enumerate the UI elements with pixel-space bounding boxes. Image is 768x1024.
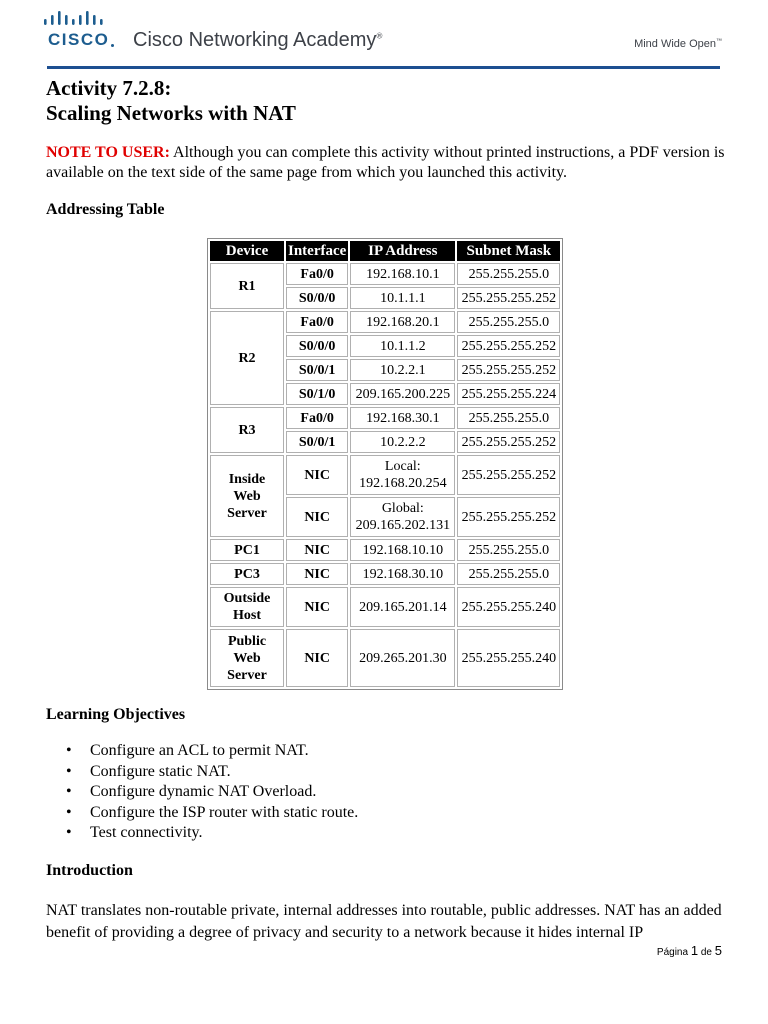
mask-cell: 255.255.255.0: [457, 407, 560, 429]
interface-cell: S0/0/1: [286, 359, 348, 381]
mask-cell: 255.255.255.0: [457, 263, 560, 285]
learning-objectives-heading: Learning Objectives: [46, 706, 186, 723]
note-label: NOTE TO USER:: [46, 144, 170, 161]
column-header: Device: [210, 241, 284, 261]
table-row: [210, 311, 560, 333]
interface-cell: S0/1/0: [286, 383, 348, 405]
device-cell: Inside Web Server: [210, 455, 284, 537]
note-text: Although you can complete this activity without printed instructions, a PDF version is available on the text side of the same page from which you launched this activity.: [46, 144, 725, 181]
interface-cell: NIC: [286, 563, 348, 585]
mask-cell: 255.255.255.252: [457, 455, 560, 495]
addressing-table-heading: Addressing Table: [46, 201, 165, 218]
interface-cell: Fa0/0: [286, 263, 348, 285]
mask-cell: 255.255.255.0: [457, 311, 560, 333]
interface-cell: S0/0/1: [286, 431, 348, 453]
column-header: Interface: [286, 241, 348, 261]
cisco-logo-icon: [44, 11, 114, 29]
table-row: [210, 455, 560, 495]
interface-cell: NIC: [286, 629, 348, 687]
ip-cell: 192.168.30.1: [350, 407, 455, 429]
tagline: Mind Wide Open™: [634, 38, 722, 50]
list-item: • Configure dynamic NAT Overload.: [66, 782, 358, 803]
list-item: • Configure static NAT.: [66, 762, 358, 783]
introduction-text: NAT translates non-routable private, internal addresses into routable, public addresses. NAT has an added benefit of providing a degree of privacy and security to a network because it hides internal IP: [46, 902, 722, 941]
header-rule: [47, 66, 720, 69]
ip-cell: 192.168.20.1: [350, 311, 455, 333]
table-row: [210, 587, 560, 627]
ip-cell: Global: 209.165.202.131: [350, 497, 455, 537]
ip-cell: 10.1.1.1: [350, 287, 455, 309]
table-row: [210, 629, 560, 687]
table-header-row: [210, 241, 560, 261]
ip-cell: 192.168.30.10: [350, 563, 455, 585]
list-item: • Configure an ACL to permit NAT.: [66, 741, 358, 762]
page-number: Página 1 de 5: [656, 943, 722, 958]
interface-cell: NIC: [286, 587, 348, 627]
interface-cell: Fa0/0: [286, 311, 348, 333]
mask-cell: 255.255.255.252: [457, 335, 560, 357]
wordmark-dot: [111, 44, 114, 47]
table-row: [210, 263, 560, 285]
device-cell: R3: [210, 407, 284, 453]
ip-cell: 192.168.10.10: [350, 539, 455, 561]
column-header: IP Address: [350, 241, 455, 261]
table-row: [210, 407, 560, 429]
device-cell: Public Web Server: [210, 629, 284, 687]
mask-cell: 255.255.255.252: [457, 359, 560, 381]
mask-cell: 255.255.255.240: [457, 587, 560, 627]
ip-cell: 209.265.201.30: [350, 629, 455, 687]
title-line-2: Scaling Networks with NAT: [46, 101, 296, 125]
device-cell: R2: [210, 311, 284, 405]
cisco-wordmark: CISCO: [48, 30, 110, 49]
ip-cell: 209.165.201.14: [350, 587, 455, 627]
list-item: • Test connectivity.: [66, 823, 358, 844]
mask-cell: 255.255.255.224: [457, 383, 560, 405]
ip-cell: Local: 192.168.20.254: [350, 455, 455, 495]
column-header: Subnet Mask: [457, 241, 560, 261]
ip-cell: 10.1.1.2: [350, 335, 455, 357]
mask-cell: 255.255.255.252: [457, 497, 560, 537]
interface-cell: Fa0/0: [286, 407, 348, 429]
objectives-list: [66, 741, 358, 844]
interface-cell: S0/0/0: [286, 287, 348, 309]
ip-cell: 209.165.200.225: [350, 383, 455, 405]
interface-cell: NIC: [286, 539, 348, 561]
interface-cell: NIC: [286, 455, 348, 495]
device-cell: PC3: [210, 563, 284, 585]
table-row: [210, 539, 560, 561]
mask-cell: 255.255.255.252: [457, 287, 560, 309]
ip-cell: 10.2.2.1: [350, 359, 455, 381]
interface-cell: NIC: [286, 497, 348, 537]
note-to-user: [46, 143, 736, 183]
introduction-heading: Introduction: [46, 862, 133, 879]
addressing-table: [207, 238, 563, 690]
mask-cell: 255.255.255.0: [457, 563, 560, 585]
device-cell: Outside Host: [210, 587, 284, 627]
title-line-1: Activity 7.2.8:: [46, 76, 172, 100]
academy-name: Cisco Networking Academy®: [133, 29, 383, 51]
device-cell: PC1: [210, 539, 284, 561]
table-row: [210, 563, 560, 585]
mask-cell: 255.255.255.240: [457, 629, 560, 687]
page-header: [0, 0, 768, 70]
ip-cell: 10.2.2.2: [350, 431, 455, 453]
device-cell: R1: [210, 263, 284, 309]
ip-cell: 192.168.10.1: [350, 263, 455, 285]
interface-cell: S0/0/0: [286, 335, 348, 357]
mask-cell: 255.255.255.252: [457, 431, 560, 453]
list-item: • Configure the ISP router with static route.: [66, 803, 358, 824]
page-title: [46, 76, 296, 126]
mask-cell: 255.255.255.0: [457, 539, 560, 561]
